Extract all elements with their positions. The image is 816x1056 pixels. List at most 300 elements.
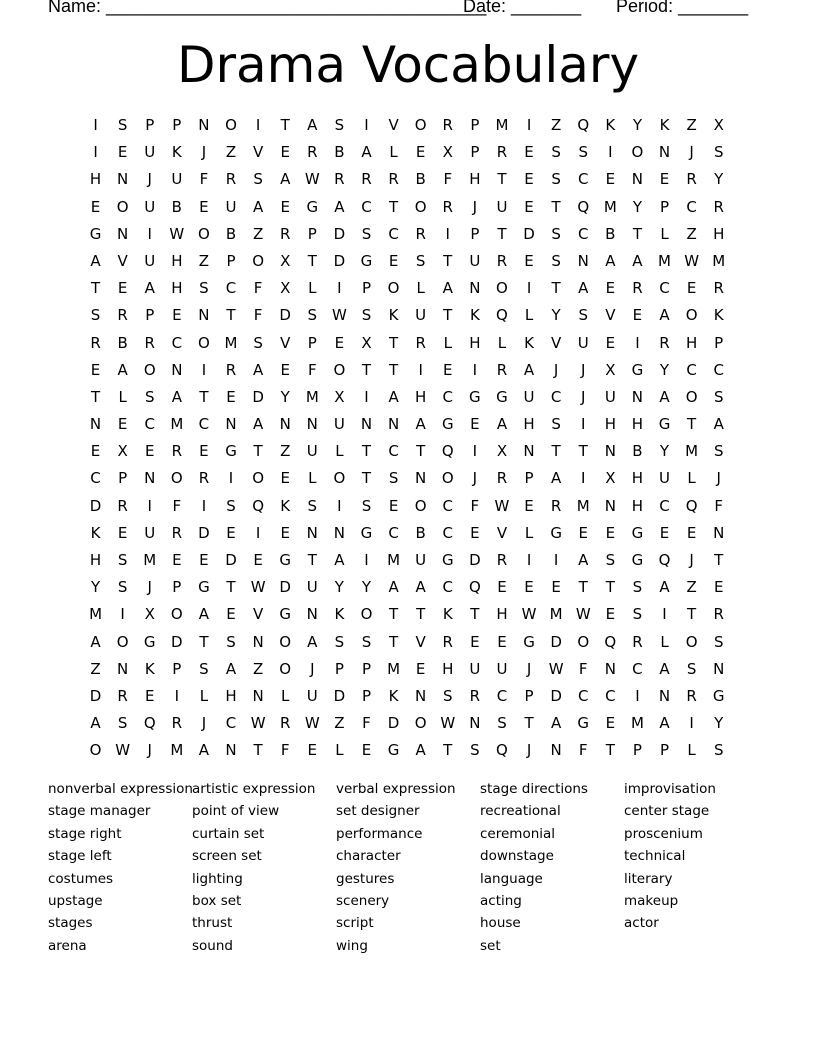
grid-letter: P <box>307 333 317 352</box>
grid-letter: T <box>199 632 209 651</box>
grid-letter: I <box>255 116 261 134</box>
grid-letter: D <box>279 306 291 325</box>
grid-letter: N <box>306 523 318 542</box>
grid-letter: N <box>252 632 264 651</box>
grid-letter: Z <box>551 116 562 134</box>
grid-letter: L <box>389 143 398 162</box>
grid-letter: H <box>496 605 508 624</box>
grid-letter: R <box>686 170 697 189</box>
grid-letter: A <box>307 116 318 134</box>
grid-letter: O <box>170 605 183 624</box>
grid-letter: S <box>199 659 209 678</box>
grid-letter: N <box>252 686 264 705</box>
grid-letter: C <box>388 442 399 461</box>
grid-letter: I <box>635 333 640 352</box>
grid-letter: R <box>496 469 508 488</box>
grid-letter: B <box>415 170 426 189</box>
grid-letter: A <box>334 551 345 569</box>
grid-letter: E <box>226 387 236 406</box>
grid-letter: G <box>496 387 508 406</box>
grid-letter: O <box>333 360 346 379</box>
grid-letter: N <box>469 279 481 298</box>
grid-letter: G <box>360 523 373 542</box>
grid-letter: J <box>472 197 478 216</box>
grid-letter: W <box>250 714 266 733</box>
grid-letter: U <box>415 551 427 569</box>
grid-letter: P <box>172 578 182 597</box>
grid-letter: R <box>171 714 183 733</box>
grid-letter: F <box>714 496 724 515</box>
grid-letter: M <box>89 605 103 624</box>
grid-letter: E <box>117 415 128 434</box>
grid-letter: S <box>90 306 101 325</box>
word-bank-item: box set <box>192 892 242 909</box>
grid-letter: J <box>689 143 694 162</box>
grid-letter: E <box>90 197 101 216</box>
grid-letter: S <box>144 387 155 406</box>
period-field-label: Period: _______ <box>616 0 749 16</box>
grid-letter: O <box>279 659 292 678</box>
grid-letter: G <box>469 387 481 406</box>
grid-letter: U <box>144 143 156 162</box>
grid-letter: N <box>198 306 210 325</box>
grid-letter: P <box>145 306 155 325</box>
grid-letter: Q <box>658 551 671 569</box>
grid-letter: T <box>497 224 507 243</box>
grid-letter: A <box>117 360 128 379</box>
grid-letter: E <box>415 143 426 162</box>
grid-letter: S <box>551 415 561 434</box>
grid-letter: E <box>686 523 697 542</box>
grid-letter: A <box>90 632 101 651</box>
grid-letter: O <box>496 279 508 298</box>
grid-letter: A <box>605 251 616 270</box>
grid-letter: E <box>226 523 236 542</box>
grid-letter: M <box>387 551 401 569</box>
grid-letter: E <box>686 279 697 298</box>
grid-letter: N <box>360 415 373 434</box>
grid-letter: E <box>144 442 155 461</box>
grid-letter: G <box>631 523 644 542</box>
word-bank-item: performance <box>336 825 423 842</box>
grid-letter: T <box>226 306 236 325</box>
grid-letter: W <box>494 496 510 515</box>
grid-letter: E <box>605 170 616 189</box>
grid-letter: P <box>361 686 371 705</box>
name-field-label: Name: ______________________________________ <box>48 0 487 16</box>
grid-letter: E <box>280 197 290 216</box>
grid-letter: O <box>252 469 265 488</box>
grid-letter: D <box>252 387 264 406</box>
grid-letter: I <box>553 551 559 569</box>
grid-letter: M <box>658 251 671 270</box>
grid-letter: E <box>524 251 534 270</box>
grid-letter: C <box>605 686 616 705</box>
word-bank-item: scenery <box>336 892 390 909</box>
grid-letter: E <box>605 523 616 542</box>
grid-letter: E <box>361 741 372 760</box>
grid-letter: P <box>659 741 670 760</box>
grid-letter: S <box>713 632 724 651</box>
grid-letter: R <box>117 496 128 515</box>
grid-letter: F <box>253 306 263 325</box>
grid-letter: M <box>630 714 644 733</box>
grid-letter: P <box>145 116 155 134</box>
grid-letter: T <box>551 442 561 461</box>
grid-letter: F <box>253 279 263 298</box>
grid-letter: W <box>304 714 320 733</box>
grid-letter: S <box>361 224 372 243</box>
grid-letter: F <box>307 360 317 379</box>
grid-letter: K <box>469 306 480 325</box>
grid-letter: Z <box>90 659 101 678</box>
grid-letter: P <box>226 251 236 270</box>
grid-letter: R <box>713 605 724 624</box>
grid-letter: S <box>470 741 480 760</box>
grid-letter: S <box>551 143 561 162</box>
grid-letter: H <box>685 333 698 352</box>
grid-letter: O <box>441 469 454 488</box>
grid-letter: E <box>470 523 480 542</box>
grid-letter: G <box>279 551 292 569</box>
grid-letter: D <box>198 523 210 542</box>
grid-letter: B <box>334 143 345 162</box>
grid-letter: Y <box>632 116 642 134</box>
grid-letter: J <box>581 387 586 406</box>
grid-letter: N <box>415 686 427 705</box>
grid-letter: I <box>526 551 532 569</box>
grid-letter: T <box>388 197 399 216</box>
grid-letter: R <box>171 442 183 461</box>
grid-letter: N <box>415 469 427 488</box>
word-bank-item: stage directions <box>480 781 588 797</box>
grid-letter: D <box>171 632 183 651</box>
grid-letter: B <box>605 224 616 243</box>
grid-letter: I <box>364 551 369 569</box>
grid-letter: R <box>279 224 291 243</box>
grid-letter: H <box>469 170 481 189</box>
grid-letter: M <box>495 116 509 134</box>
grid-letter: I <box>337 279 342 298</box>
grid-letter: N <box>171 360 183 379</box>
grid-letter: A <box>361 143 372 162</box>
grid-letter: P <box>172 659 182 678</box>
word-bank-item: costumes <box>48 870 114 887</box>
grid-letter: E <box>497 578 507 597</box>
grid-letter: X <box>713 116 724 134</box>
grid-letter: O <box>143 360 156 379</box>
grid-letter: U <box>469 251 481 270</box>
grid-letter: H <box>171 279 183 298</box>
grid-letter: S <box>713 387 724 406</box>
grid-letter: X <box>334 387 345 406</box>
grid-letter: E <box>605 333 616 352</box>
grid-letter: X <box>605 360 616 379</box>
word-bank <box>48 779 768 958</box>
date-field-label: Date: _______ <box>463 0 582 16</box>
grid-letter: A <box>198 741 210 760</box>
grid-letter: A <box>415 578 426 597</box>
grid-letter: V <box>117 251 128 270</box>
grid-letter: Z <box>198 251 210 270</box>
grid-letter: A <box>578 279 589 298</box>
grid-letter: N <box>117 659 129 678</box>
grid-letter: L <box>335 442 344 461</box>
grid-letter: T <box>551 197 561 216</box>
grid-letter: N <box>117 224 129 243</box>
grid-letter: F <box>280 741 290 760</box>
grid-letter: M <box>685 442 699 461</box>
grid-letter: M <box>143 551 157 569</box>
grid-letter: N <box>225 415 237 434</box>
grid-letter: N <box>604 496 616 515</box>
grid-letter: E <box>280 523 290 542</box>
grid-letter: I <box>526 116 532 134</box>
grid-letter: C <box>442 496 453 515</box>
grid-letter: T <box>253 442 263 461</box>
grid-letter: R <box>550 496 562 515</box>
grid-letter: C <box>713 360 724 379</box>
grid-letter: N <box>604 659 616 678</box>
grid-letter: O <box>333 469 346 488</box>
grid-letter: U <box>496 659 508 678</box>
grid-letter: B <box>415 523 426 542</box>
word-bank-item: house <box>480 915 521 932</box>
grid-letter: C <box>361 197 372 216</box>
grid-letter: T <box>524 714 534 733</box>
grid-letter: O <box>360 605 373 624</box>
grid-letter: M <box>603 197 617 216</box>
grid-letter: O <box>252 251 265 270</box>
grid-letter: R <box>496 251 508 270</box>
word-bank-item: lighting <box>192 870 243 887</box>
grid-letter: K <box>171 143 182 162</box>
grid-letter: X <box>442 143 453 162</box>
grid-letter: G <box>712 686 725 705</box>
grid-letter: R <box>713 279 724 298</box>
grid-letter: A <box>659 387 670 406</box>
grid-letter: N <box>306 415 318 434</box>
grid-letter: N <box>604 442 616 461</box>
grid-letter: K <box>659 116 670 134</box>
grid-letter: S <box>415 251 426 270</box>
grid-letter: A <box>551 469 562 488</box>
grid-letter: Y <box>280 387 290 406</box>
grid-letter: E <box>280 143 290 162</box>
word-bank-item: improvisation <box>624 781 716 797</box>
grid-letter: E <box>578 523 588 542</box>
grid-letter: A <box>90 714 101 733</box>
grid-letter: E <box>199 197 209 216</box>
grid-letter: O <box>685 387 698 406</box>
grid-letter: G <box>550 523 562 542</box>
grid-letter: J <box>201 143 207 162</box>
grid-letter: E <box>199 442 209 461</box>
grid-letter: V <box>415 632 426 651</box>
grid-letter: U <box>496 197 508 216</box>
grid-letter: V <box>496 523 508 542</box>
grid-letter: S <box>117 714 128 733</box>
grid-letter: C <box>442 387 453 406</box>
grid-letter: G <box>577 714 590 733</box>
grid-letter: N <box>89 415 102 434</box>
grid-letter: H <box>631 415 644 434</box>
grid-letter: Q <box>496 741 508 760</box>
grid-letter: I <box>581 415 586 434</box>
grid-letter: Q <box>252 496 265 515</box>
grid-letter: I <box>472 360 478 379</box>
grid-letter: K <box>388 306 399 325</box>
grid-letter: U <box>144 197 156 216</box>
grid-letter: H <box>631 469 644 488</box>
grid-letter: R <box>442 197 453 216</box>
grid-letter: T <box>714 551 724 569</box>
grid-letter: S <box>334 632 345 651</box>
grid-letter: Q <box>441 442 454 461</box>
grid-letter: A <box>388 578 399 597</box>
grid-letter: E <box>713 578 724 597</box>
grid-letter: N <box>658 143 671 162</box>
grid-letter: A <box>280 170 291 189</box>
grid-letter: E <box>388 496 399 515</box>
grid-letter: Z <box>225 143 237 162</box>
grid-letter: A <box>659 578 670 597</box>
grid-letter: C <box>577 170 589 189</box>
grid-letter: L <box>443 333 452 352</box>
grid-letter: L <box>687 469 696 488</box>
grid-letter: H <box>89 551 102 569</box>
word-bank-item: thrust <box>192 915 233 932</box>
grid-letter: C <box>496 686 508 705</box>
word-bank-item: acting <box>480 892 522 909</box>
grid-letter: W <box>250 578 266 597</box>
grid-letter: R <box>198 469 210 488</box>
grid-letter: L <box>687 741 696 760</box>
grid-letter: S <box>226 496 236 515</box>
grid-letter: D <box>333 251 346 270</box>
grid-letter: E <box>524 197 534 216</box>
grid-letter: E <box>172 306 182 325</box>
grid-letter: Y <box>659 442 670 461</box>
grid-letter: R <box>388 170 399 189</box>
grid-letter: O <box>685 632 698 651</box>
grid-letter: S <box>117 578 128 597</box>
grid-letter: E <box>144 686 155 705</box>
grid-letter: L <box>660 632 669 651</box>
grid-letter: T <box>280 116 290 134</box>
grid-letter: X <box>361 333 372 352</box>
grid-letter: N <box>631 170 644 189</box>
grid-letter: E <box>524 143 534 162</box>
grid-letter: M <box>576 496 590 515</box>
grid-letter: O <box>387 279 400 298</box>
grid-letter: H <box>415 387 427 406</box>
grid-letter: T <box>443 251 453 270</box>
grid-letter: A <box>252 360 264 379</box>
grid-letter: G <box>360 251 373 270</box>
grid-letter: J <box>147 741 152 760</box>
grid-letter: J <box>581 360 586 379</box>
grid-letter: R <box>361 170 372 189</box>
grid-letter: U <box>469 659 481 678</box>
grid-letter: J <box>526 741 532 760</box>
grid-letter: R <box>225 360 237 379</box>
grid-letter: T <box>687 605 697 624</box>
grid-letter: P <box>361 279 371 298</box>
word-bank-item: set designer <box>336 803 420 820</box>
grid-letter: P <box>118 469 128 488</box>
grid-letter: E <box>524 496 534 515</box>
grid-letter: O <box>685 306 698 325</box>
grid-letter: U <box>306 686 318 705</box>
grid-letter: P <box>632 741 642 760</box>
grid-letter: E <box>117 143 128 162</box>
grid-letter: G <box>441 415 454 434</box>
word-bank-item <box>624 936 768 958</box>
grid-letter: S <box>713 741 724 760</box>
grid-letter: R <box>279 714 291 733</box>
grid-letter: L <box>497 333 507 352</box>
grid-letter: T <box>199 387 209 406</box>
grid-letter: H <box>225 686 237 705</box>
grid-letter: F <box>578 659 588 678</box>
grid-letter: Y <box>714 714 724 733</box>
grid-letter: S <box>713 143 724 162</box>
grid-letter: R <box>442 632 453 651</box>
grid-letter: A <box>90 251 101 270</box>
grid-letter: R <box>713 197 724 216</box>
grid-letter: G <box>631 360 644 379</box>
grid-letter: S <box>551 251 561 270</box>
word-bank-item: artistic expression <box>192 781 316 797</box>
grid-letter: X <box>280 251 291 270</box>
grid-letter: Q <box>604 632 617 651</box>
grid-letter: T <box>361 442 372 461</box>
grid-letter: V <box>280 333 291 352</box>
grid-letter: I <box>201 496 207 515</box>
grid-letter: P <box>307 224 317 243</box>
grid-letter: T <box>443 741 453 760</box>
grid-letter: K <box>334 605 345 624</box>
grid-letter: A <box>225 659 237 678</box>
grid-letter: I <box>689 714 694 733</box>
grid-letter: I <box>662 605 667 624</box>
grid-letter: C <box>144 415 155 434</box>
grid-letter: K <box>280 496 291 515</box>
grid-letter: R <box>496 143 508 162</box>
grid-letter: C <box>686 197 697 216</box>
grid-letter: G <box>658 415 671 434</box>
grid-letter: N <box>279 415 291 434</box>
grid-letter: E <box>524 578 534 597</box>
grid-letter: L <box>308 279 317 298</box>
grid-letter: S <box>605 551 616 569</box>
grid-letter: T <box>388 605 399 624</box>
grid-letter: W <box>169 224 185 243</box>
page-title: Drama Vocabulary <box>176 36 640 94</box>
grid-letter: M <box>549 605 563 624</box>
word-bank-item: script <box>336 915 374 932</box>
grid-letter: S <box>253 333 263 352</box>
grid-letter: S <box>632 605 643 624</box>
grid-letter: W <box>684 251 700 270</box>
grid-letter: O <box>577 632 590 651</box>
grid-letter: K <box>388 686 399 705</box>
word-bank-item: curtain set <box>192 825 265 842</box>
grid-letter: Y <box>361 578 372 597</box>
grid-letter: S <box>361 496 372 515</box>
word-bank-item: proscenium <box>624 825 703 842</box>
